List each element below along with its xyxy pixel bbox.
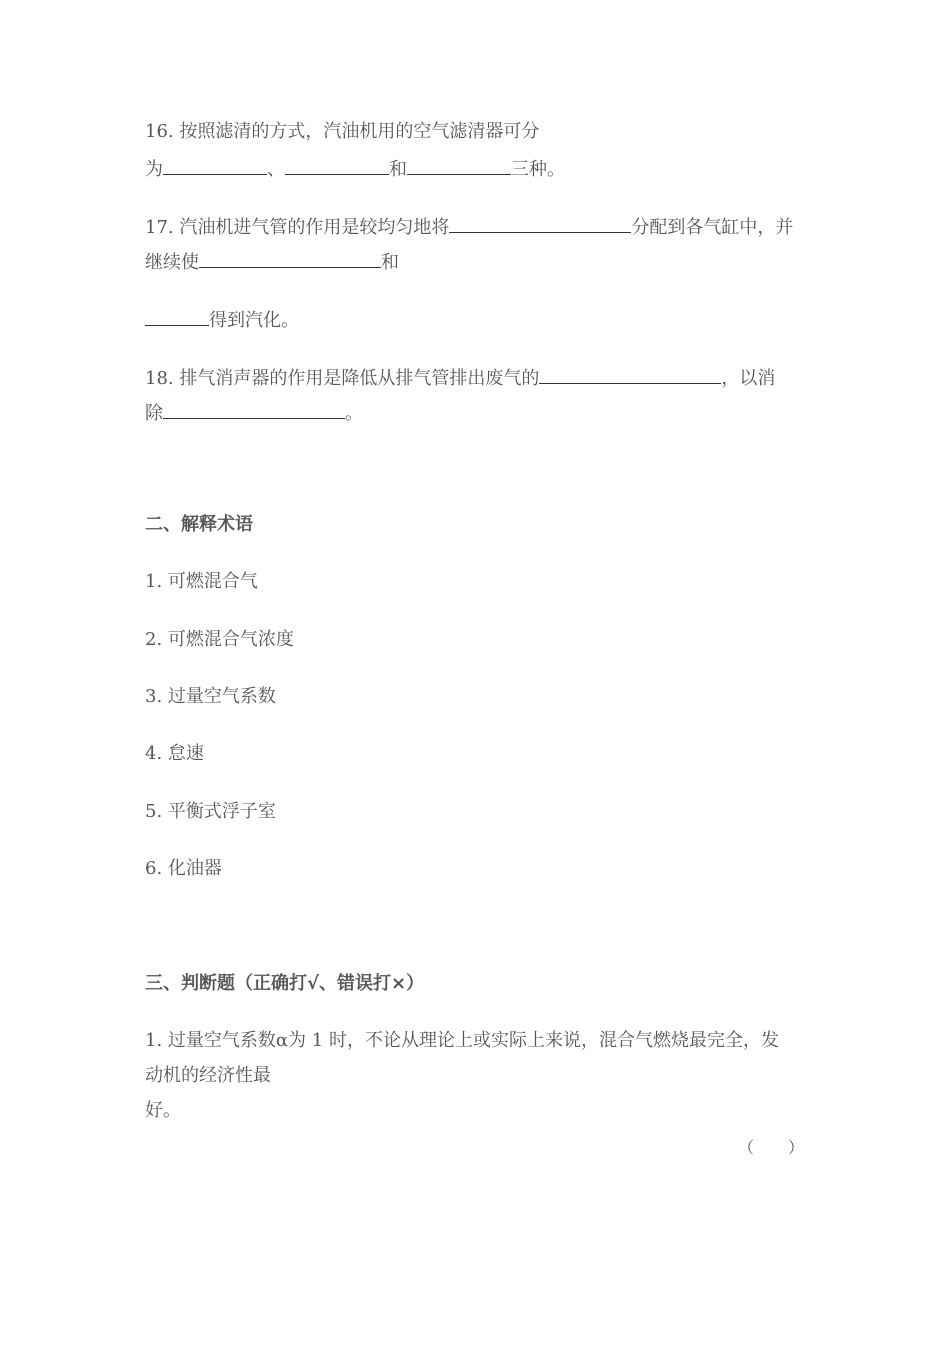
q16-blank-3[interactable] bbox=[407, 156, 511, 175]
answer-box[interactable] bbox=[756, 1132, 788, 1156]
q18-line2-tail: 。 bbox=[345, 403, 363, 424]
q16-blank-2[interactable] bbox=[285, 156, 389, 175]
q18-line2-text: 除 bbox=[145, 403, 163, 424]
term-item: 2. 可燃混合气浓度 bbox=[145, 629, 294, 650]
term-item: 5. 平衡式浮子室 bbox=[145, 801, 276, 822]
q17-line2-tail: 和 bbox=[381, 252, 399, 273]
q17-line-1 bbox=[145, 214, 793, 239]
q17-blank-1[interactable] bbox=[449, 214, 631, 233]
answer-paren-open: （ bbox=[738, 1138, 755, 1157]
q17-line1-text: 17. 汽油机进气管的作用是较均匀地将 bbox=[145, 217, 450, 238]
q17-line2-text: 继续使 bbox=[145, 252, 199, 273]
q16-suffix: 三种。 bbox=[511, 159, 565, 180]
answer-paren-close: ） bbox=[788, 1138, 805, 1157]
judge-q1-line-1: 1. 过量空气系数α为 1 时，不论从理论上或实际上来说，混合气燃烧最完全，发 bbox=[145, 1030, 779, 1051]
q17-blank-3[interactable] bbox=[145, 307, 209, 326]
q18-line-2 bbox=[145, 400, 363, 425]
q16-sep-1: 、 bbox=[267, 159, 285, 180]
term-item: 4. 怠速 bbox=[145, 743, 204, 764]
q18-blank-2[interactable] bbox=[163, 400, 345, 419]
term-item: 6. 化油器 bbox=[145, 858, 222, 879]
q18-line1-tail: ，以消 bbox=[721, 368, 776, 389]
q16-line-1: 16. 按照滤清的方式，汽油机用的空气滤清器可分 bbox=[145, 121, 540, 142]
term-item: 3. 过量空气系数 bbox=[145, 686, 276, 707]
section2-heading: 二、解释术语 bbox=[145, 514, 253, 535]
q17-line-2 bbox=[145, 249, 399, 274]
judge-q1-line-2: 动机的经济性最 bbox=[145, 1065, 271, 1086]
q16-prefix: 为 bbox=[145, 159, 163, 180]
q18-line1-text: 18. 排气消声器的作用是降低从排气管排出废气的 bbox=[145, 368, 540, 389]
q16-line-2 bbox=[145, 156, 565, 181]
q16-sep-2: 和 bbox=[389, 159, 407, 180]
q18-blank-1[interactable] bbox=[539, 365, 721, 384]
q17-line1-tail: 分配到各气缸中，并 bbox=[631, 217, 794, 238]
q18-line-1 bbox=[145, 365, 775, 390]
q16-blank-1[interactable] bbox=[163, 156, 267, 175]
judge-q1-line-3: 好。 bbox=[145, 1100, 181, 1121]
q17-blank-2[interactable] bbox=[199, 249, 381, 268]
q17-line3-tail: 得到汽化。 bbox=[209, 310, 299, 331]
term-item: 1. 可燃混合气 bbox=[145, 571, 258, 592]
section3-heading: 三、判断题（正确打√、错误打×） bbox=[145, 973, 425, 994]
q17-line-3 bbox=[145, 307, 299, 332]
